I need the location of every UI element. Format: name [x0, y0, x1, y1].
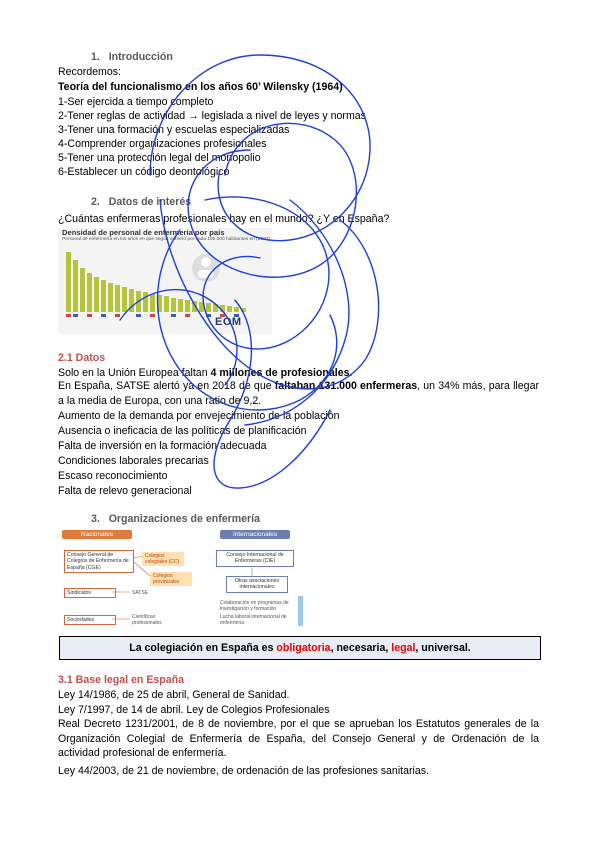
intro-item: 5-Tener una protección legal del monopolio — [58, 152, 261, 164]
callout-mid: , necesaria, — [330, 642, 392, 654]
int-note-2: Lucha laboral internacional de enfermería — [220, 614, 287, 626]
eu-shortage-pre: Solo en la Unión Europea faltan — [58, 367, 211, 379]
section-1-number: 1. — [91, 51, 100, 63]
cause-item: Escaso reconocimiento — [58, 470, 168, 482]
eom-logo: EOM — [215, 316, 242, 328]
recordemos-label: Recordemos: — [58, 66, 121, 78]
intro-item: 6-Establecer un código deontológico — [58, 166, 230, 178]
spain-shortage-bold: faltaban 131.000 enfermeras — [274, 380, 418, 392]
intro-item: 1-Ser ejercida a tiempo completo — [58, 96, 214, 108]
callout-legal: legal — [391, 642, 416, 654]
figure-title: Densidad de personal de enfermería por país — [62, 228, 225, 237]
cause-item: Aumento de la demanda por envejecimiento de la población — [58, 410, 340, 422]
spain-shortage-post: , un 34% más, para llegar a la media de Europa, con una ratio de 9,2. — [58, 380, 539, 407]
int-note-1: Colaboración en programas de investigación y formación — [220, 600, 289, 612]
cause-item: Falta de relevo generacional — [58, 485, 192, 497]
otras-asociaciones-box: Otras asociaciones internacionales — [226, 576, 288, 593]
satse-label: SATSE — [132, 590, 149, 596]
section-1-title: Introducción — [108, 51, 173, 63]
consejo-general-box: Consejo General de Colegios de Enfermería de España (CGE) — [64, 550, 134, 573]
spain-shortage-pre: En España, SATSE alertó ya en 2018 de que — [58, 380, 275, 392]
legal-item: Ley 7/1997, de 14 de abril. Ley de Colegios Profesionales — [58, 704, 330, 716]
cause-item: Falta de inversión en la formación adecuada — [58, 440, 267, 452]
section-3-1-heading: 3.1 Base legal en España — [58, 674, 185, 686]
nurses-question: ¿Cuántas enfermeras profesionales hay en el mundo? ¿Y en España? — [58, 213, 390, 225]
section-2-title: Datos de interés — [108, 196, 192, 208]
section-2-1-heading: 2.1 Datos — [58, 352, 106, 364]
intro-item: 4-Comprender organizaciones profesionales — [58, 138, 267, 150]
cause-item: Condiciones laborales precarias — [58, 455, 209, 467]
intro-item: 3-Tener una formación y escuelas especializadas — [58, 124, 290, 136]
section-2-number: 2. — [91, 196, 100, 208]
nacionales-tag: Nacionales — [62, 530, 132, 539]
callout-obligatoria: obligatoria — [276, 642, 331, 654]
section-3-number: 3. — [91, 513, 100, 525]
provinciales-note: Colegios provinciales — [150, 572, 192, 586]
legal-item: Ley 14/1986, de 25 de abril, General de Sanidad. — [58, 689, 290, 701]
callout-pre: La colegiación en España es — [129, 642, 277, 654]
callout-post: , universal. — [415, 642, 471, 654]
figure-subtitle: Personal de enfermería en los años en que según número por cada 100.000 habitantes en (2022) — [62, 237, 271, 242]
sociedades-box: Sociedades — [64, 615, 116, 625]
eu-shortage-post: . — [349, 367, 353, 379]
sindicatos-box: Sindicatos — [64, 588, 116, 598]
sociedades-note: Científicas profesionales — [132, 614, 162, 626]
cause-item: Ausencia o ineficacia de las políticas de planificación — [58, 425, 307, 437]
internacionales-tag: Internacionales — [220, 530, 290, 539]
funcionalismo-heading: Teoría del funcionalismo en los años 60’ Wilensky (1964) — [58, 81, 343, 93]
legal-item: Ley 44/2003, de 21 de noviembre, de ordenación de las profesiones sanitarias. — [58, 765, 430, 777]
intro-item: 2-Tener reglas de actividad → legislada a nivel de leyes y normas — [58, 110, 366, 122]
cie-box: Consejo Internacional de Enfermeras (CIE) — [216, 550, 294, 567]
section-3-title: Organizaciones de enfermería — [108, 513, 261, 525]
eu-shortage-bold: 4 millones de profesionales — [210, 367, 350, 379]
colegios-note: Colegios colegiales (CC) — [142, 552, 184, 566]
legal-item: Real Decreto 1231/2001, de 8 de noviembre, por el que se aprueban los Estatutos generales de la Organización Colegial de Enfermería de España, del Consejo General y de Ordenación de la actividad profesional de enfermería. — [58, 718, 539, 759]
